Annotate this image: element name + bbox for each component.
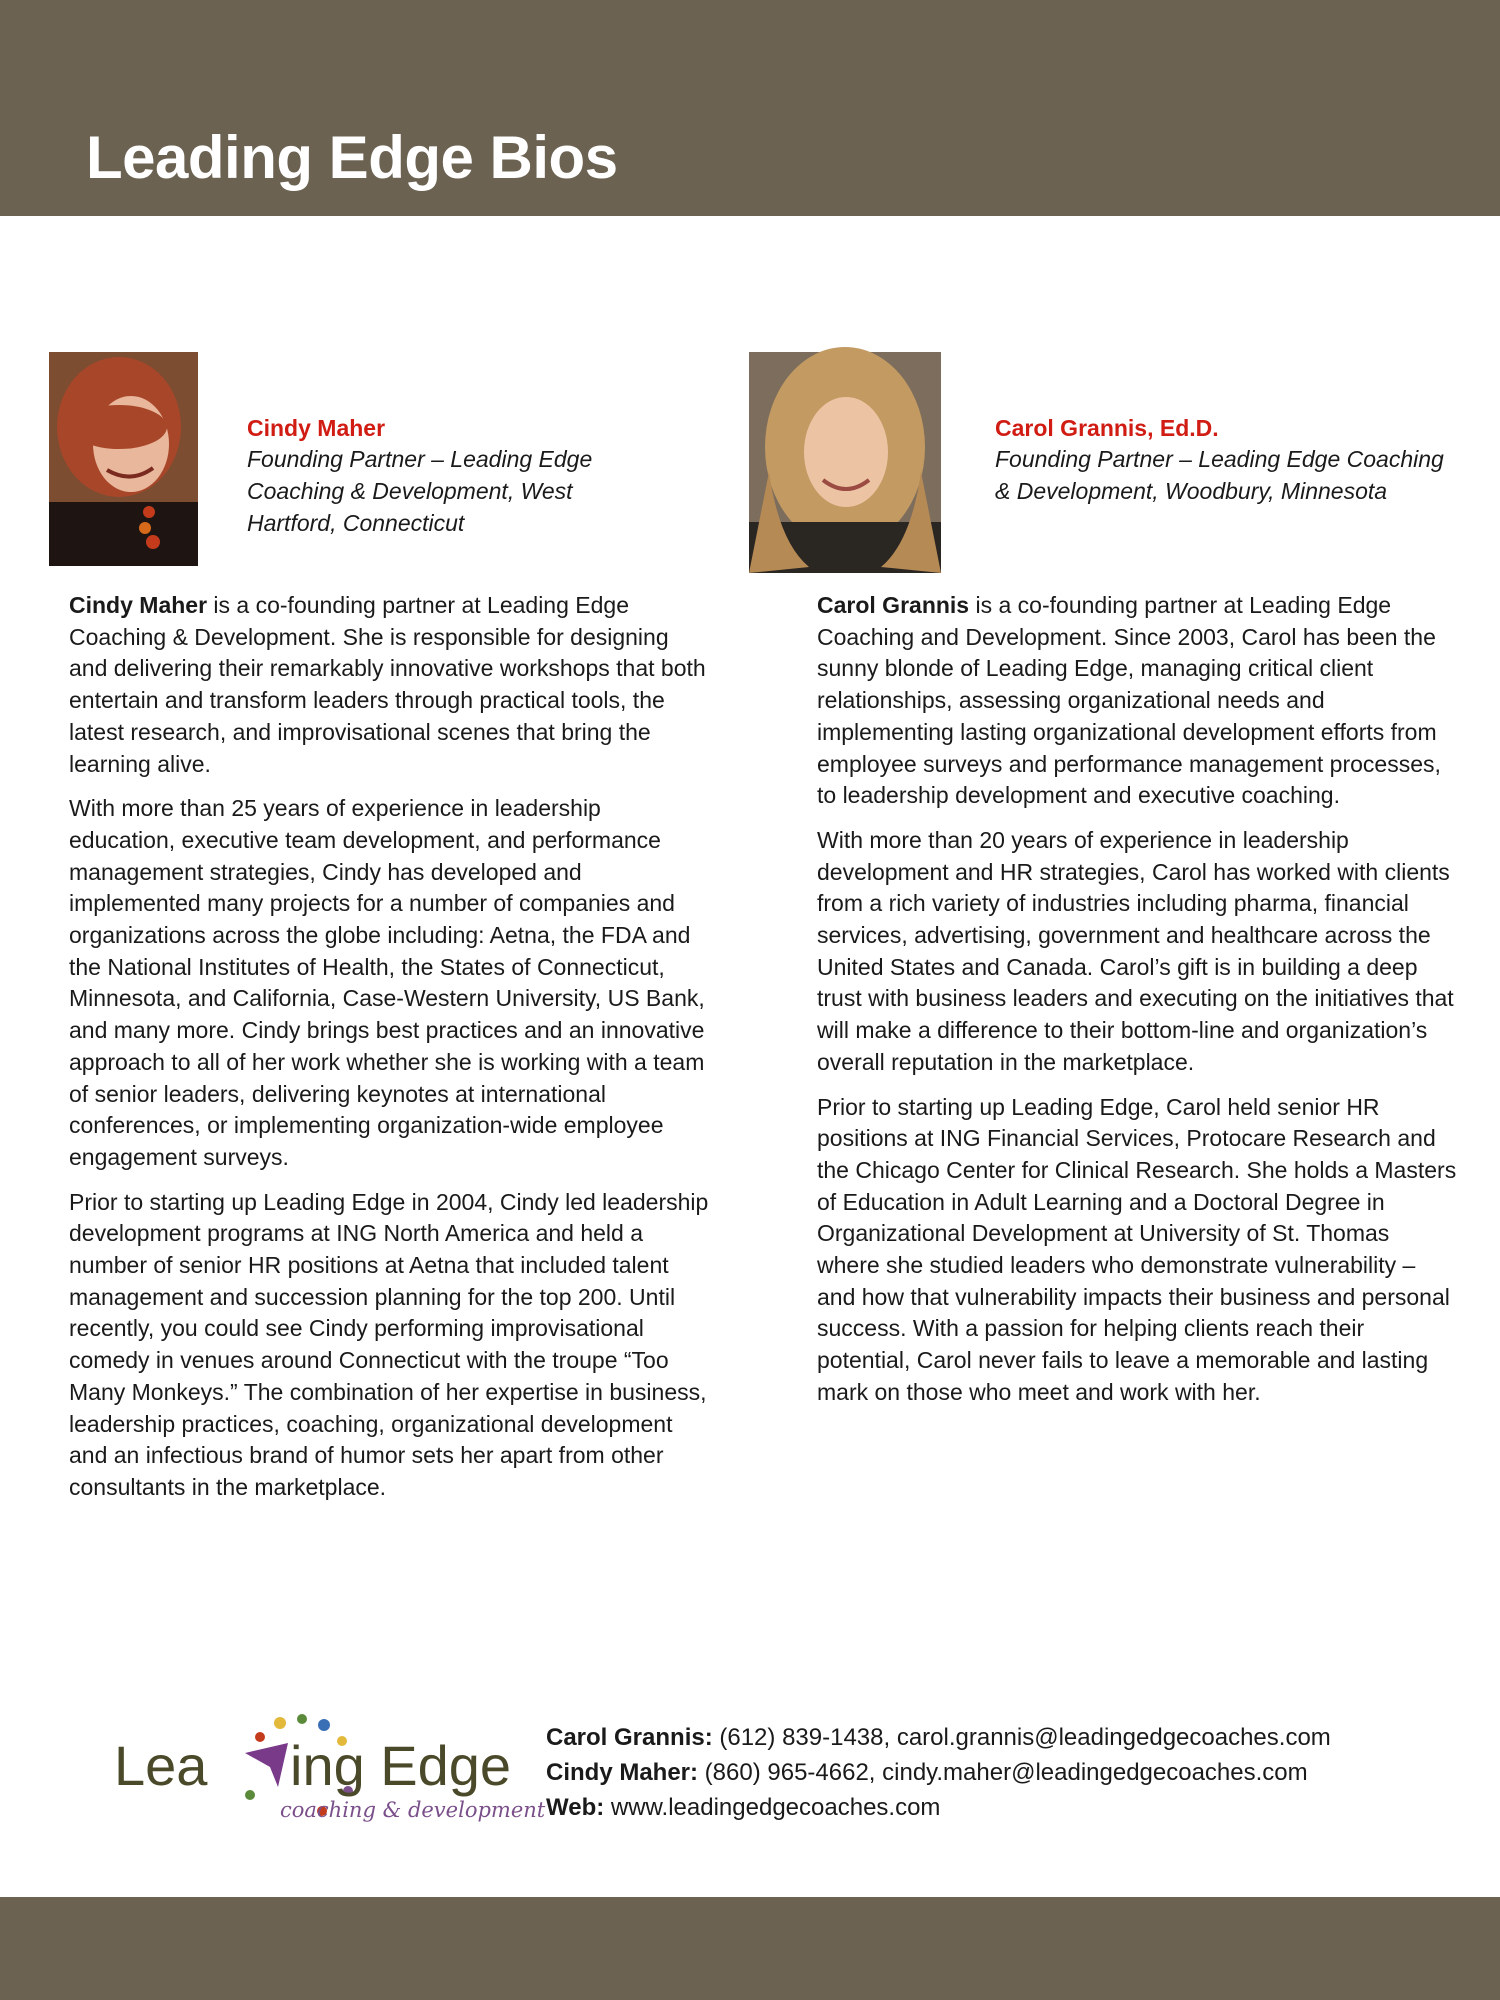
contact-label: Web:: [546, 1794, 605, 1821]
header-band: [0, 0, 1500, 216]
contact-value: (860) 965-4662, cindy.maher@leadingedgecoaches.com: [698, 1759, 1308, 1786]
page-title: Leading Edge Bios: [86, 124, 618, 191]
contact-value: (612) 839-1438, carol.grannis@leadingedgecoaches.com: [712, 1724, 1331, 1751]
contact-line: [546, 1720, 1331, 1755]
cindy-name-block: [247, 413, 667, 539]
logo-word-b: ing Edge: [290, 1734, 512, 1797]
carol-name-block: [995, 413, 1455, 507]
person-title: Founding Partner – Leading Edge Coaching & Development, Woodbury, Minnesota: [995, 446, 1444, 504]
contact-label: Cindy Maher:: [546, 1759, 699, 1786]
carol-bio: [817, 590, 1457, 1422]
contact-line: [546, 1790, 1331, 1825]
bio-paragraph: [69, 590, 709, 780]
bio-lead-name: Carol Grannis: [817, 592, 970, 618]
bio-text: is a co-founding partner at Leading Edge Coaching & Development. She is responsible for designing and delivering their remarkably innovative workshops that both entertain and transform leaders through practical tools, the latest research, and improvisational scenes that bring the learning alive.: [69, 592, 706, 777]
cindy-bio: [69, 590, 709, 1517]
person-title: Founding Partner – Leading Edge Coaching & Development, West Hartford, Connecticut: [247, 446, 593, 536]
footer-band: [0, 1897, 1500, 2000]
cindy-maher-photo: [49, 352, 198, 566]
carol-grannis-photo: [749, 352, 941, 573]
contact-line: [546, 1755, 1331, 1790]
person-name: Cindy Maher: [247, 415, 386, 441]
contact-info: [546, 1720, 1331, 1825]
person-name: Carol Grannis, Ed.D.: [995, 415, 1219, 441]
contact-label: Carol Grannis:: [546, 1724, 713, 1751]
leading-edge-logo: [110, 1705, 546, 1830]
logo-word-a: Lea: [114, 1734, 208, 1797]
bio-text: is a co-founding partner at Leading Edge Coaching and Development. Since 2003, Carol has been the sunny blonde of Leading Edge, managing critical client relationships, assessing organizational needs and implementing lasting organizational development efforts from employee surveys and performance management processes, to leadership development and executive coaching.: [817, 592, 1441, 809]
bio-paragraph: [817, 590, 1457, 812]
bio-lead-name: Cindy Maher: [69, 592, 208, 618]
bio-paragraph: With more than 20 years of experience in leadership development and HR strategies, Carol has worked with clients from a rich variety of industries including pharma, financial services, advertising, government and healthcare across the United States and Canada. Carol’s gift is in building a deep trust with business leaders and executing on the initiatives that will make a difference to their bottom-line and organization’s overall reputation in the marketplace.: [817, 826, 1454, 1075]
bio-paragraph: Prior to starting up Leading Edge, Carol held senior HR positions at ING Financial Services, Protocare Research and the Chicago Center for Clinical Research. She holds a Masters of Education in Adult Learning and a Doctoral Degree in Organizational Development at University of St. Thomas where she studied leaders who demonstrate vulnerability – and how that vulnerability impacts their business and personal success. With a passion for helping clients reach their potential, Carol never fails to leave a memorable and lasting mark on those who meet and work with her.: [817, 1093, 1457, 1405]
bio-paragraph: Prior to starting up Leading Edge in 2004, Cindy led leadership development programs at ING North America and held a number of senior HR positions at Aetna that included talent management and succession planning for the top 200. Until recently, you could see Cindy performing improvisational comedy in venues around Connecticut with the troupe “Too Many Monkeys.” The combination of her expertise in business, leadership practices, coaching, organizational development and an infectious brand of humor sets her apart from other consultants in the marketplace.: [69, 1188, 709, 1500]
bio-paragraph: With more than 25 years of experience in leadership education, executive team development, and performance management strategies, Cindy has developed and implemented many projects for a number of companies and organizations across the globe including: Aetna, the FDA and the National Institutes of Health, the States of Connecticut, Minnesota, and California, Case-Western University, US Bank, and many more. Cindy brings best practices and an innovative approach to all of her work whether she is working with a team of senior leaders, delivering keynotes at international conferences, or implementing organization-wide employee engagement surveys.: [69, 795, 705, 1170]
logo-tagline: coaching & development: [280, 1798, 546, 1822]
contact-value: www.leadingedgecoaches.com: [604, 1794, 941, 1821]
